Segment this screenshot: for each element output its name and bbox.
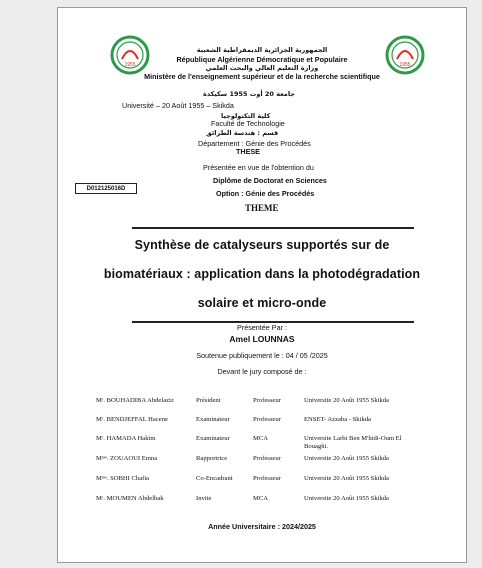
jury-row — [96, 455, 436, 475]
jury-member-name: Mʳ. MOUMEN Abdelhak — [96, 495, 164, 502]
jury-member-role: Président — [196, 397, 221, 404]
jury-member-grade: Professeur — [253, 397, 281, 404]
jury-member-role: Examinateur — [196, 435, 230, 442]
defense-date: Soutenue publiquement le : 04 / 05 /2025 — [196, 351, 328, 360]
jury-member-grade: Professeur — [253, 455, 281, 462]
divider-top — [132, 227, 414, 229]
arabic-faculty: كلية التكنولوجيا — [221, 112, 271, 120]
jury-member-role: Co-Encadrant — [196, 475, 233, 482]
jury-member-institution: Universite Larbi Ben M'hidi-Oum El Bouaghi. — [304, 435, 402, 450]
diploma-name: Diplôme de Doctorat en Sciences — [213, 176, 327, 185]
thesis-title-line-2: biomatériaux : application dans la photodégradation — [103, 267, 421, 281]
jury-member-grade: Professeur — [253, 416, 281, 423]
presented-by-label: Présentée Par : — [237, 323, 287, 332]
these-label: THESE — [236, 147, 260, 156]
jury-member-institution: ENSET- Azzaba - Skikda — [304, 416, 371, 423]
jury-member-role: Examinateur — [196, 416, 230, 423]
document-page — [57, 7, 467, 563]
jury-row — [96, 416, 436, 436]
jury-row — [96, 475, 436, 495]
document-code: D012125016D — [75, 183, 137, 194]
university-name: Université – 20 Août 1955 – Skikda — [122, 101, 234, 110]
jury-member-grade: MCA — [253, 495, 269, 502]
author-name: Amel LOUNNAS — [229, 334, 295, 344]
academic-year: Année Universitaire : 2024/2025 — [208, 522, 316, 531]
jury-row — [96, 495, 436, 515]
jury-member-institution: Universite 20 Août 1955 Skikda — [304, 495, 389, 502]
thesis-title-line-3: solaire et micro-onde — [197, 296, 327, 310]
jury-intro: Devant le jury composé de : — [217, 367, 307, 376]
svg-text:1955: 1955 — [399, 62, 411, 68]
svg-text:1955: 1955 — [124, 62, 136, 68]
presented-for: Présentée en vue de l'obtention du — [203, 163, 314, 172]
thesis-title-line-1: Synthèse de catalyseurs supportés sur de — [134, 238, 390, 252]
jury-row — [96, 435, 436, 455]
arabic-republic: الجمهورية الجزائرية الديمقراطية الشعبية — [196, 46, 328, 54]
faculty-name: Faculté de Technologie — [211, 119, 285, 128]
jury-member-name: Mᵐᵉ. SOBHI Chafia — [96, 475, 150, 482]
jury-member-institution: Universite 20 Août 1955 Skikda — [304, 455, 389, 462]
department-name: Département : Génie des Procédés — [198, 139, 311, 148]
jury-member-name: Mʳ. BENDJEFFAL Hacene — [96, 416, 168, 423]
jury-member-institution: Universite 20 Août 1955 Skikda — [304, 397, 389, 404]
jury-member-role: Invite — [196, 495, 212, 502]
jury-member-name: Mᵐᵉ. ZOUAOUI Emna — [96, 455, 158, 462]
jury-member-grade: MCA — [253, 435, 269, 442]
arabic-ministry: وزارة التعليم العالي والبحث العلمي — [205, 64, 319, 72]
arabic-university: جامعة 20 أوت 1955 سكيكدة — [203, 90, 295, 98]
jury-member-name: Mʳ. HAMADA Hakim — [96, 435, 156, 442]
jury-member-role: Rapportrice — [196, 455, 228, 462]
option-name: Option : Génie des Procédés — [216, 189, 315, 198]
jury-member-institution: Universite 20 Août 1955 Skikda — [304, 475, 389, 482]
republic-name: République Algérienne Démocratique et Populaire — [176, 55, 348, 64]
jury-row — [96, 397, 436, 417]
jury-member-name: Mʳ. BOUHADIBA Abdelaziz — [96, 397, 174, 404]
jury-member-grade: Professeur — [253, 475, 281, 482]
arabic-department: قسم : هندسة الطرائق — [206, 129, 279, 137]
theme-label: THEME — [245, 203, 279, 213]
ministry-name: Ministère de l'enseignement supérieur et de la recherche scientifique — [144, 72, 380, 81]
